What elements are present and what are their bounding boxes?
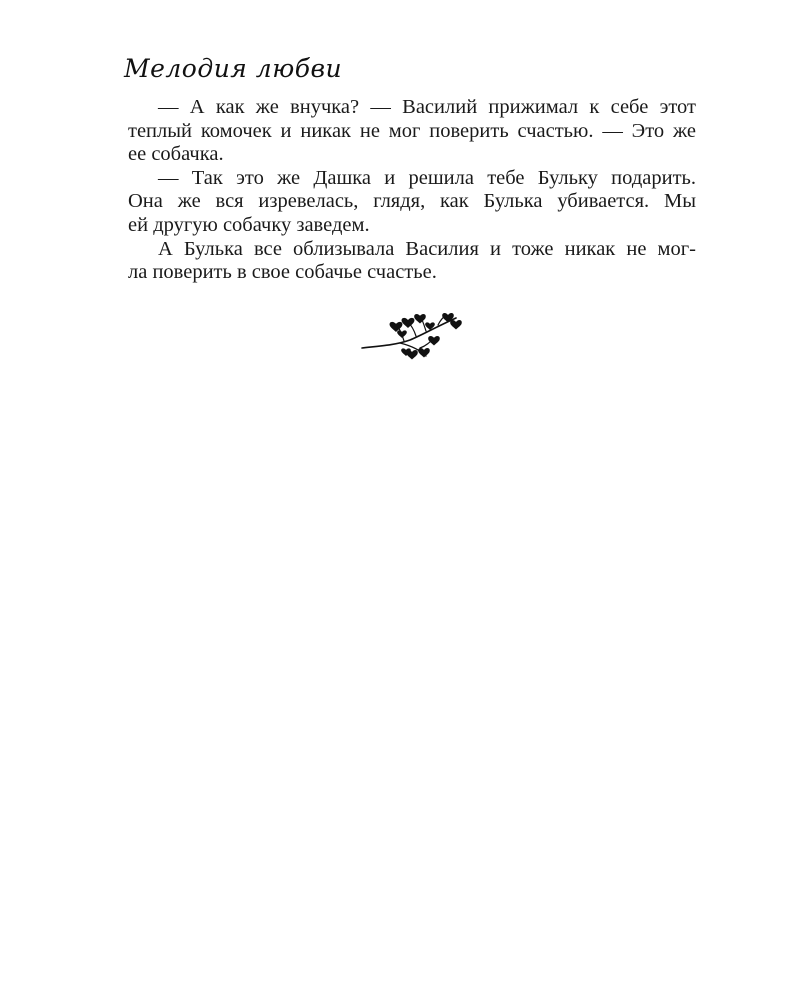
paragraph	[128, 167, 696, 238]
text-line: ее собачка.	[128, 143, 224, 166]
text-line: теплый комочек и никак не мог поверить счастью. — Это же	[128, 119, 696, 142]
text-line: Она же вся изревелась, глядя, как Булька убивается. Мы	[128, 190, 696, 213]
text-line: — Так это же Дашка и решила тебе Бульку подарить.	[158, 166, 696, 189]
paragraph	[128, 96, 696, 167]
body-text	[128, 96, 696, 285]
running-head: Мелодия любви	[124, 54, 343, 83]
floral-branch-icon	[360, 312, 464, 364]
text-line: ла поверить в свое собачье счастье.	[128, 261, 437, 284]
text-line: — А как же внучка? — Василий прижимал к себе этот	[158, 96, 696, 118]
text-line: А Булька все облизывала Василия и тоже никак не мог-	[158, 237, 696, 260]
paragraph	[128, 238, 696, 285]
text-line: ей другую собачку заведем.	[128, 213, 370, 236]
